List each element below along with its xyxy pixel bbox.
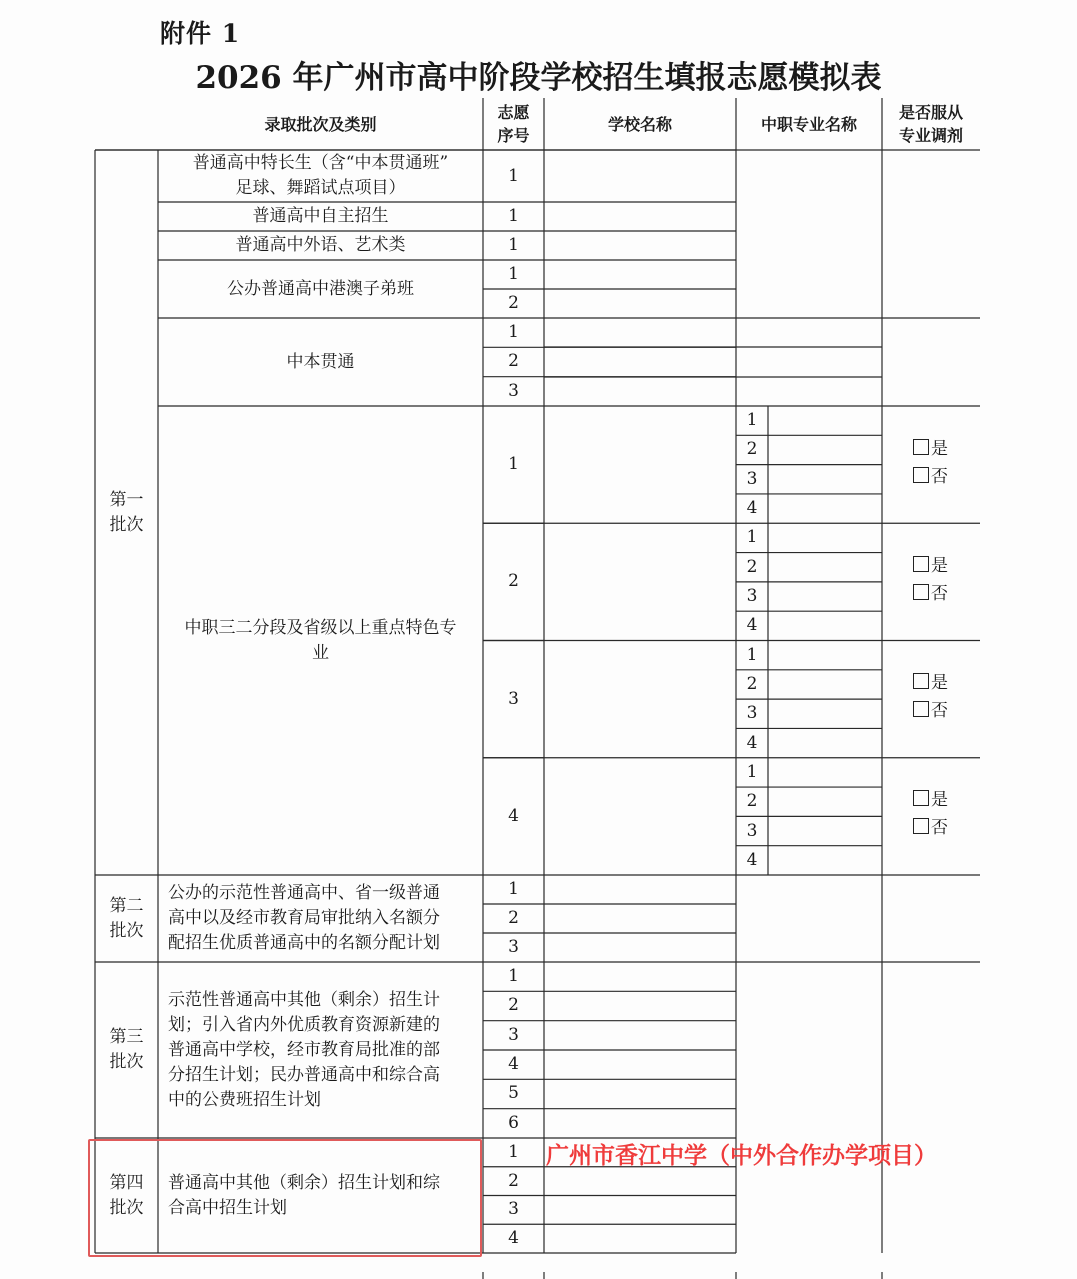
adjust-no-option[interactable] <box>913 580 948 608</box>
major-number: 4 <box>746 615 758 636</box>
order-number: 3 <box>508 688 519 709</box>
major-number: 2 <box>746 556 758 577</box>
order-number: 1 <box>508 454 519 475</box>
adjust-yes-label: 是 <box>931 790 948 811</box>
major-number: 2 <box>746 673 758 694</box>
adjust-no-label: 否 <box>931 818 948 839</box>
batch-b2: 第二 批次 <box>109 895 144 941</box>
category-c2: 普通高中自主招生 <box>252 206 389 226</box>
annotation-text: 广州市香江中学（中外合作办学项目） <box>546 1143 937 1169</box>
major-number: 4 <box>746 849 758 870</box>
header-adjust: 是否服从 专业调剂 <box>898 103 963 145</box>
adjust-yes-option[interactable] <box>913 669 948 697</box>
checkbox-icon[interactable] <box>913 467 929 483</box>
adjust-no-label: 否 <box>931 583 948 604</box>
major-number: 4 <box>746 498 758 519</box>
checkbox-icon[interactable] <box>913 556 929 572</box>
order-number: 1 <box>508 1141 519 1162</box>
category-c5: 中本贯通 <box>286 351 355 372</box>
order-number: 6 <box>508 1112 519 1133</box>
batch-b3: 第三 批次 <box>109 1027 144 1072</box>
batch-b4: 第四 批次 <box>109 1172 144 1218</box>
checkbox-icon[interactable] <box>913 439 929 455</box>
major-number: 4 <box>746 732 758 753</box>
attachment-label: 附件 1 <box>160 19 241 48</box>
checkbox-icon[interactable] <box>913 818 929 834</box>
order-number: 5 <box>508 1083 519 1104</box>
major-number: 1 <box>746 410 758 431</box>
major-number: 2 <box>746 439 758 460</box>
category-c4: 公办普通高中港澳子弟班 <box>227 278 414 299</box>
order-number: 1 <box>508 966 519 987</box>
adjust-no-label: 否 <box>931 701 948 722</box>
order-number: 2 <box>508 351 519 372</box>
category-c7: 公办的示范性普通高中、省一级普通 高中以及经市教育局审批纳入名额分 配招生优质普通高中的名额分配计划 <box>168 883 440 953</box>
adjust-yes-option[interactable] <box>913 552 948 580</box>
major-number: 3 <box>746 586 758 607</box>
adjust-yes-label: 是 <box>931 673 948 694</box>
order-number: 2 <box>508 571 519 592</box>
order-number: 3 <box>508 1024 519 1045</box>
order-number: 2 <box>508 995 519 1016</box>
adjust-no-option[interactable] <box>913 697 948 725</box>
checkbox-icon[interactable] <box>913 701 929 717</box>
adjust-yes-option[interactable] <box>913 435 948 463</box>
order-number: 2 <box>508 908 519 928</box>
major-number: 1 <box>746 644 758 665</box>
order-number: 1 <box>508 322 519 343</box>
page-title: 2026 年广州市高中阶段学校招生填报志愿模拟表 <box>195 60 882 96</box>
adjust-yes-label: 是 <box>931 438 948 459</box>
major-number: 1 <box>746 761 758 782</box>
adjust-no-label: 否 <box>931 466 948 487</box>
adjust-no-option[interactable] <box>913 463 948 491</box>
header-school: 学校名称 <box>607 114 672 134</box>
major-number: 2 <box>746 791 758 812</box>
header-major: 中职专业名称 <box>760 114 857 134</box>
order-number: 2 <box>508 1170 519 1191</box>
adjust-yes-option[interactable] <box>913 786 948 814</box>
header-order: 志愿 序号 <box>497 103 530 145</box>
category-c1: 普通高中特长生（含“中本贯通班” 足球、舞蹈试点项目） <box>192 153 449 198</box>
order-number: 4 <box>508 1228 519 1249</box>
checkbox-icon[interactable] <box>913 584 929 600</box>
order-number: 3 <box>508 937 519 957</box>
highlight-box <box>88 1139 482 1257</box>
adjust-no-option[interactable] <box>913 814 948 842</box>
major-number: 3 <box>746 703 758 724</box>
order-number: 2 <box>508 293 519 313</box>
batch-b1: 第一 批次 <box>109 489 144 535</box>
checkbox-icon[interactable] <box>913 790 929 806</box>
major-number: 3 <box>746 820 758 841</box>
order-number: 4 <box>508 805 519 826</box>
order-number: 1 <box>508 879 519 899</box>
major-number: 3 <box>746 468 758 489</box>
category-c3: 普通高中外语、艺术类 <box>235 235 406 255</box>
header-category: 录取批次及类别 <box>264 114 377 134</box>
order-number: 1 <box>508 235 519 255</box>
category-c8: 示范性普通高中其他（剩余）招生计 划；引入省内外优质教育资源新建的 普通高中学校，经市教育局批准的部 分招生计划；民办普通高中和综合高 中的公费班招生计划 <box>168 989 440 1110</box>
adjust-yes-label: 是 <box>931 555 948 576</box>
checkbox-icon[interactable] <box>913 673 929 689</box>
major-number: 1 <box>746 527 758 548</box>
order-number: 1 <box>508 264 519 284</box>
category-c6: 中职三二分段及省级以上重点特色专 业 <box>184 617 457 663</box>
order-number: 1 <box>508 165 519 186</box>
category-c9: 普通高中其他（剩余）招生计划和综 合高中招生计划 <box>168 1172 440 1218</box>
order-number: 1 <box>508 206 519 226</box>
order-number: 3 <box>508 1199 519 1220</box>
order-number: 3 <box>508 380 519 401</box>
order-number: 4 <box>508 1054 519 1075</box>
